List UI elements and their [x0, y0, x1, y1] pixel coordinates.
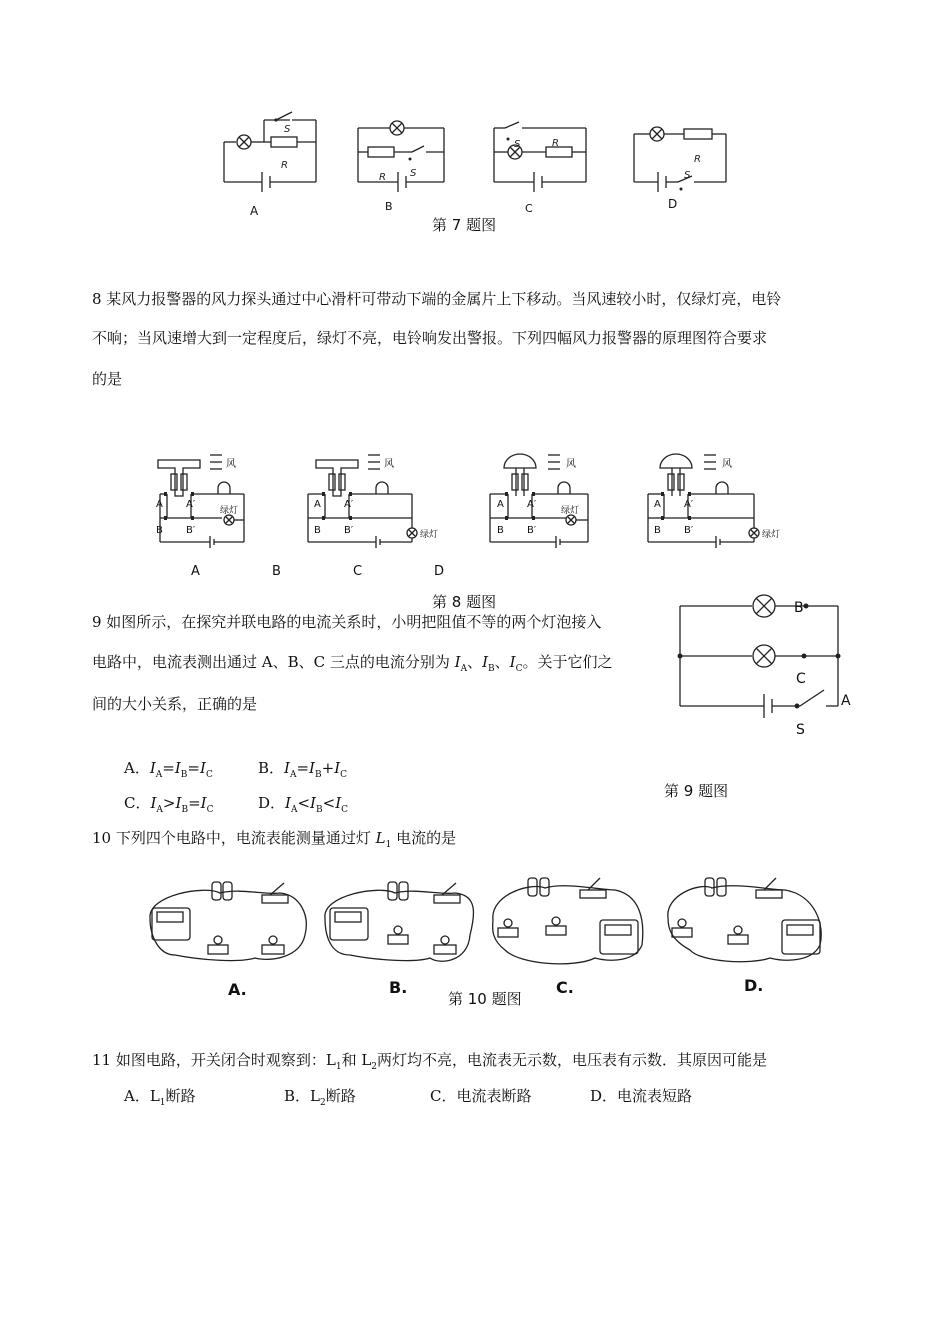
q8-b-pt-b: B	[314, 525, 321, 536]
q9-text-line1: 9 如图所示，在探究并联电路的电流关系时，小明把阻值不等的两个灯泡接入	[92, 613, 602, 631]
q9-option-c[interactable]: C．$I_A>I_B=I_C$	[124, 794, 214, 815]
q10-label-a: A.	[228, 980, 247, 999]
q10-caption: 第 10 题图	[448, 990, 522, 1008]
q8-d-pt-a2: A′	[684, 499, 694, 510]
q7-a-s: S	[284, 124, 291, 135]
q8-c-green: 绿灯	[561, 506, 580, 516]
q8-text-line3: 的是	[92, 370, 123, 388]
q8-a-green: 绿灯	[220, 506, 239, 516]
q10-fig-c	[493, 878, 643, 964]
q10-label-b: B.	[389, 978, 408, 997]
q8-label-d: D	[434, 564, 445, 579]
q7-a-r: R	[281, 160, 288, 171]
q8-label-c: C	[353, 564, 363, 579]
q8-d-green: 绿灯	[762, 530, 781, 540]
q11-option-d[interactable]: D．电流表短路	[590, 1087, 693, 1105]
q7-d-s: S	[684, 170, 691, 181]
q9-option-d[interactable]: D．$I_A<I_B<I_C$	[258, 794, 349, 815]
q8-b-green: 绿灯	[420, 530, 439, 540]
q9-caption: 第 9 题图	[664, 782, 729, 800]
q11-option-c[interactable]: C．电流表断路	[430, 1087, 532, 1105]
q9-text-line3: 间的大小关系，正确的是	[92, 695, 258, 713]
q10-label-c: C.	[556, 978, 574, 997]
q7-b-s: S	[410, 168, 417, 179]
q11-text: 11 如图电路，开关闭合时观察到：$L_1$和 $L_2$两灯均不亮，电流表无示数，电压表有示数．其原因可能是	[92, 1051, 768, 1072]
q11-option-b[interactable]: B．$L_2$断路	[284, 1087, 356, 1108]
q8-d-pt-b: B	[654, 525, 661, 536]
q7-label-b: B	[385, 200, 393, 213]
q10-fig-a	[150, 882, 306, 961]
q8-b-pt-a2: A′	[344, 499, 354, 510]
q8-c-pt-b2: B′	[527, 525, 537, 536]
q8-c-pt-a2: A′	[527, 499, 537, 510]
q8-a-pt-a2: A′	[186, 499, 196, 510]
q9-fig-b: B	[794, 600, 804, 616]
q8-b-pt-a: A	[314, 499, 321, 510]
q8-c-pt-b: B	[497, 525, 504, 536]
q8-d-wind: 风	[722, 459, 732, 470]
q8-b-wind: 风	[384, 459, 394, 470]
q7-label-d: D	[668, 197, 678, 211]
q9-fig-s: S	[796, 722, 805, 738]
q8-a-pt-a: A	[156, 499, 163, 510]
q7-c-s: S	[514, 139, 521, 150]
q8-text-line2: 不响；当风速增大到一定程度后，绿灯不亮，电铃响发出警报。下列四幅风力报警器的原理图符合要求	[92, 329, 768, 347]
q10-fig-b	[325, 882, 474, 961]
q8-b-pt-b2: B′	[344, 525, 354, 536]
q8-d-pt-b2: B′	[684, 525, 694, 536]
q8-a-pt-b2: B′	[186, 525, 196, 536]
q8-c-pt-a: A	[497, 499, 504, 510]
q10-label-d: D.	[744, 976, 764, 995]
q7-label-c: C	[525, 202, 533, 215]
q10-text: 10 下列四个电路中，电流表能测量通过灯 $L_1$ 电流的是	[92, 829, 457, 850]
q8-text-line1: 8 某风力报警器的风力探头通过中心滑杆可带动下端的金属片上下移动。当风速较小时，仅绿灯亮，电铃	[92, 290, 782, 308]
q7-d-r: R	[694, 154, 701, 165]
q8-caption: 第 8 题图	[432, 593, 497, 611]
q8-a-wind: 风	[226, 459, 236, 470]
q7-b-r: R	[379, 172, 386, 183]
q8-d-pt-a: A	[654, 499, 661, 510]
q8-label-a: A	[191, 564, 200, 579]
q9-fig-a: A	[841, 693, 851, 709]
q7-c-r: R	[552, 138, 559, 149]
q9-fig-c: C	[796, 671, 806, 687]
q11-option-a[interactable]: A．$L_1$断路	[124, 1087, 196, 1108]
q7-caption: 第 7 题图	[432, 216, 497, 234]
q9-option-b[interactable]: B．$I_A=I_B+I_C$	[258, 759, 348, 780]
q8-c-wind: 风	[566, 459, 576, 470]
q8-label-b: B	[272, 564, 281, 579]
q9-text-line2: 电路中，电流表测出通过 A、B、C 三点的电流分别为 $I_A$、$I_B$、$I_C$。关于它们之	[92, 653, 613, 674]
q9-option-a[interactable]: A．$I_A=I_B=I_C$	[124, 759, 213, 780]
q10-fig-d	[668, 878, 821, 962]
q7-label-a: A	[250, 204, 259, 218]
q8-a-pt-b: B	[156, 525, 163, 536]
